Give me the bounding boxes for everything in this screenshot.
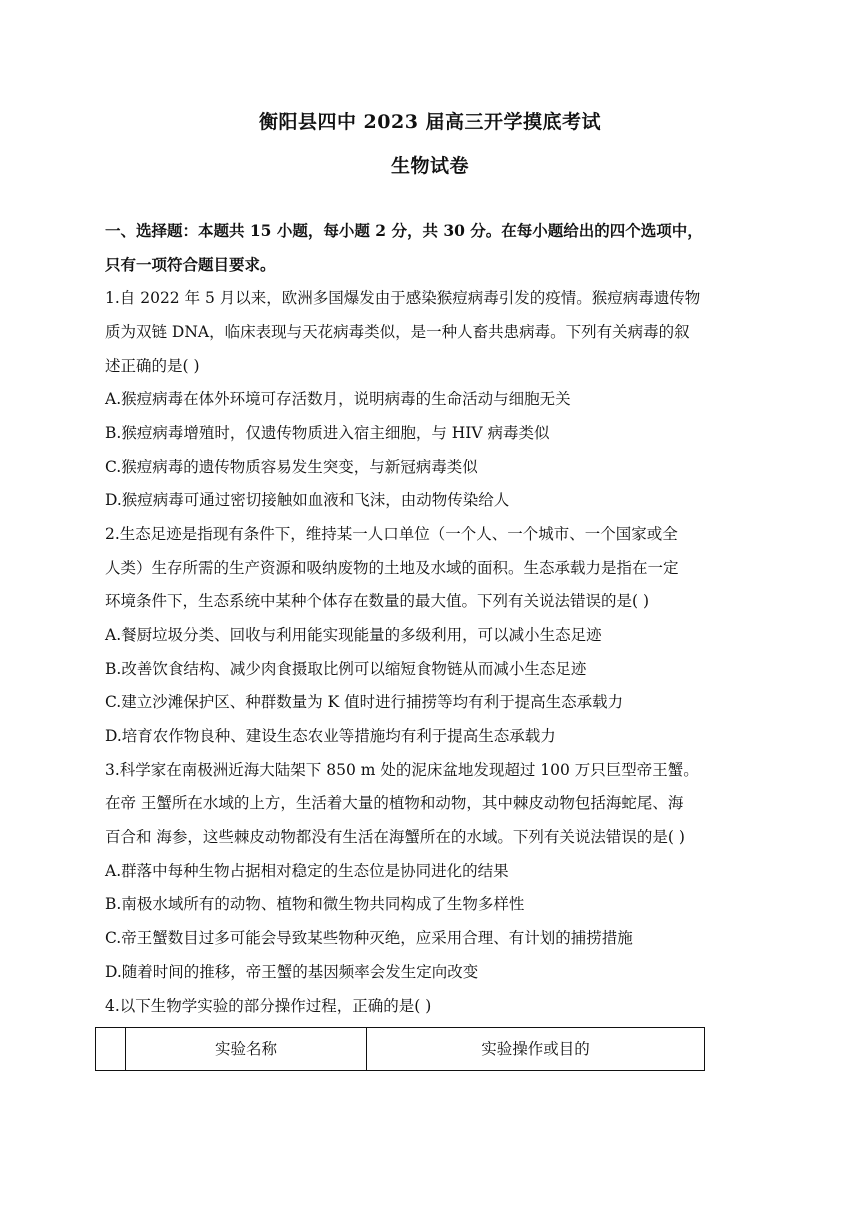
table-header-row (96, 1028, 705, 1071)
question-1-stem: 述正确的是( ) (105, 357, 200, 375)
table-header-operation: 实验操作或目的 (367, 1028, 705, 1071)
question-3-option-a: A.群落中每种生物占据相对稳定的生态位是协同进化的结果 (105, 862, 509, 880)
question-1-stem: 质为双链 DNA，临床表现与天花病毒类似，是一种人畜共患病毒。下列有关病毒的叙 (105, 323, 690, 341)
section-heading: 一、选择题：本题共 15 小题，每小题 2 分，共 30 分。在每小题给出的四个选项中， (105, 221, 703, 240)
question-2-stem: 人类）生存所需的生产资源和吸纳废物的土地及水域的面积。生态承载力是指在一定 (105, 559, 679, 577)
question-1-option-a: A.猴痘病毒在体外环境可存活数月，说明病毒的生命活动与细胞无关 (105, 390, 571, 408)
exam-title: 衡阳县四中 2023 届高三开学摸底考试 (258, 111, 602, 133)
section-heading-cont: 只有一项符合题目要求。 (105, 255, 276, 274)
question-3-stem: 3.科学家在南极洲近海大陆架下 850 m 处的泥床盆地发现超过 100 万只巨型帝王蟹。 (105, 761, 699, 779)
table-header-experiment-name: 实验名称 (126, 1028, 367, 1071)
question-1-option-d: D.猴痘病毒可通过密切接触如血液和飞沫，由动物传染给人 (105, 491, 510, 509)
question-1-option-c: C.猴痘病毒的遗传物质容易发生突变，与新冠病毒类似 (105, 458, 478, 476)
question-4-stem: 4.以下生物学实验的部分操作过程，正确的是( ) (105, 997, 432, 1015)
question-2-option-a: A.餐厨垃圾分类、回收与利用能实现能量的多级利用，可以减小生态足迹 (105, 626, 602, 644)
question-2-stem: 环境条件下，生态系统中某种个体存在数量的最大值。下列有关说法错误的是( ) (105, 592, 650, 610)
table-header-index (96, 1028, 126, 1071)
question-2-option-b: B.改善饮食结构、减少肉食摄取比例可以缩短食物链从而减小生态足迹 (105, 660, 587, 678)
question-2-option-c: C.建立沙滩保护区、种群数量为 K 值时进行捕捞等均有利于提高生态承载力 (105, 693, 624, 711)
question-3-stem: 百合和 海参，这些棘皮动物都没有生活在海蟹所在的水域。下列有关说法错误的是( ) (105, 828, 685, 846)
question-1-option-b: B.猴痘病毒增殖时，仅遗传物质进入宿主细胞，与 HIV 病毒类似 (105, 424, 550, 442)
question-2-option-d: D.培育农作物良种、建设生态农业等措施均有利于提高生态承载力 (105, 727, 556, 745)
question-1-stem: 1.自 2022 年 5 月以来，欧洲多国爆发由于感染猴痘病毒引发的疫情。猴痘病毒遗传物 (105, 289, 701, 307)
question-2-stem: 2.生态足迹是指现有条件下，维持某一人口单位（一个人、一个城市、一个国家或全 (105, 525, 678, 543)
question-3-stem: 在帝 王蟹所在水域的上方，生活着大量的植物和动物，其中棘皮动物包括海蛇尾、海 (105, 794, 684, 812)
question-3-option-b: B.南极水域所有的动物、植物和微生物共同构成了生物多样性 (105, 895, 525, 913)
exam-subtitle: 生物试卷 (390, 155, 469, 177)
question-3-option-c: C.帝王蟹数目过多可能会导致某些物种灭绝，应采用合理、有计划的捕捞措施 (105, 929, 633, 947)
experiment-table (95, 1027, 705, 1071)
question-3-option-d: D.随着时间的推移，帝王蟹的基因频率会发生定向改变 (105, 963, 479, 981)
